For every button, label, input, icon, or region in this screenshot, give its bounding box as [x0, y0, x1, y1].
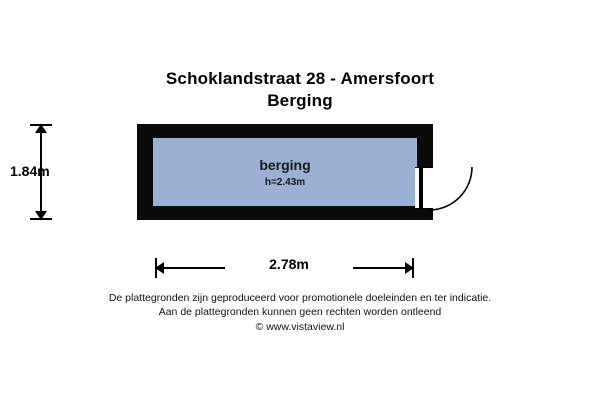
door-leaf	[419, 168, 423, 208]
disclaimer-line-1: De plattegronden zijn geproduceerd voor promotionele doeleinden en ter indicatie.	[108, 292, 492, 304]
arrow-up-icon	[35, 124, 47, 133]
horizontal-dimension-label: 2.78m	[225, 256, 353, 272]
room-label-group	[153, 156, 417, 190]
room-height-label: h=2.43m	[264, 177, 306, 188]
arrow-right-icon	[405, 262, 414, 274]
room-name-label: berging	[259, 157, 311, 173]
disclaimer	[0, 291, 600, 334]
door-swing-arc-icon	[428, 166, 504, 212]
disclaimer-line-2: Aan de plattegronden kunnen geen rechten worden ontleend	[158, 306, 442, 318]
arrow-down-icon	[35, 211, 47, 220]
vertical-dimension-label: 1.84m	[10, 163, 50, 179]
room-berging	[153, 138, 417, 206]
floorplan-walls	[137, 124, 433, 220]
arrow-left-icon	[155, 262, 164, 274]
copyright-line: © www.vistaview.nl	[255, 321, 345, 333]
title-address: Schoklandstraat 28 - Amersfoort	[165, 69, 435, 88]
page-title	[0, 68, 600, 112]
title-subtitle: Berging	[267, 91, 333, 110]
